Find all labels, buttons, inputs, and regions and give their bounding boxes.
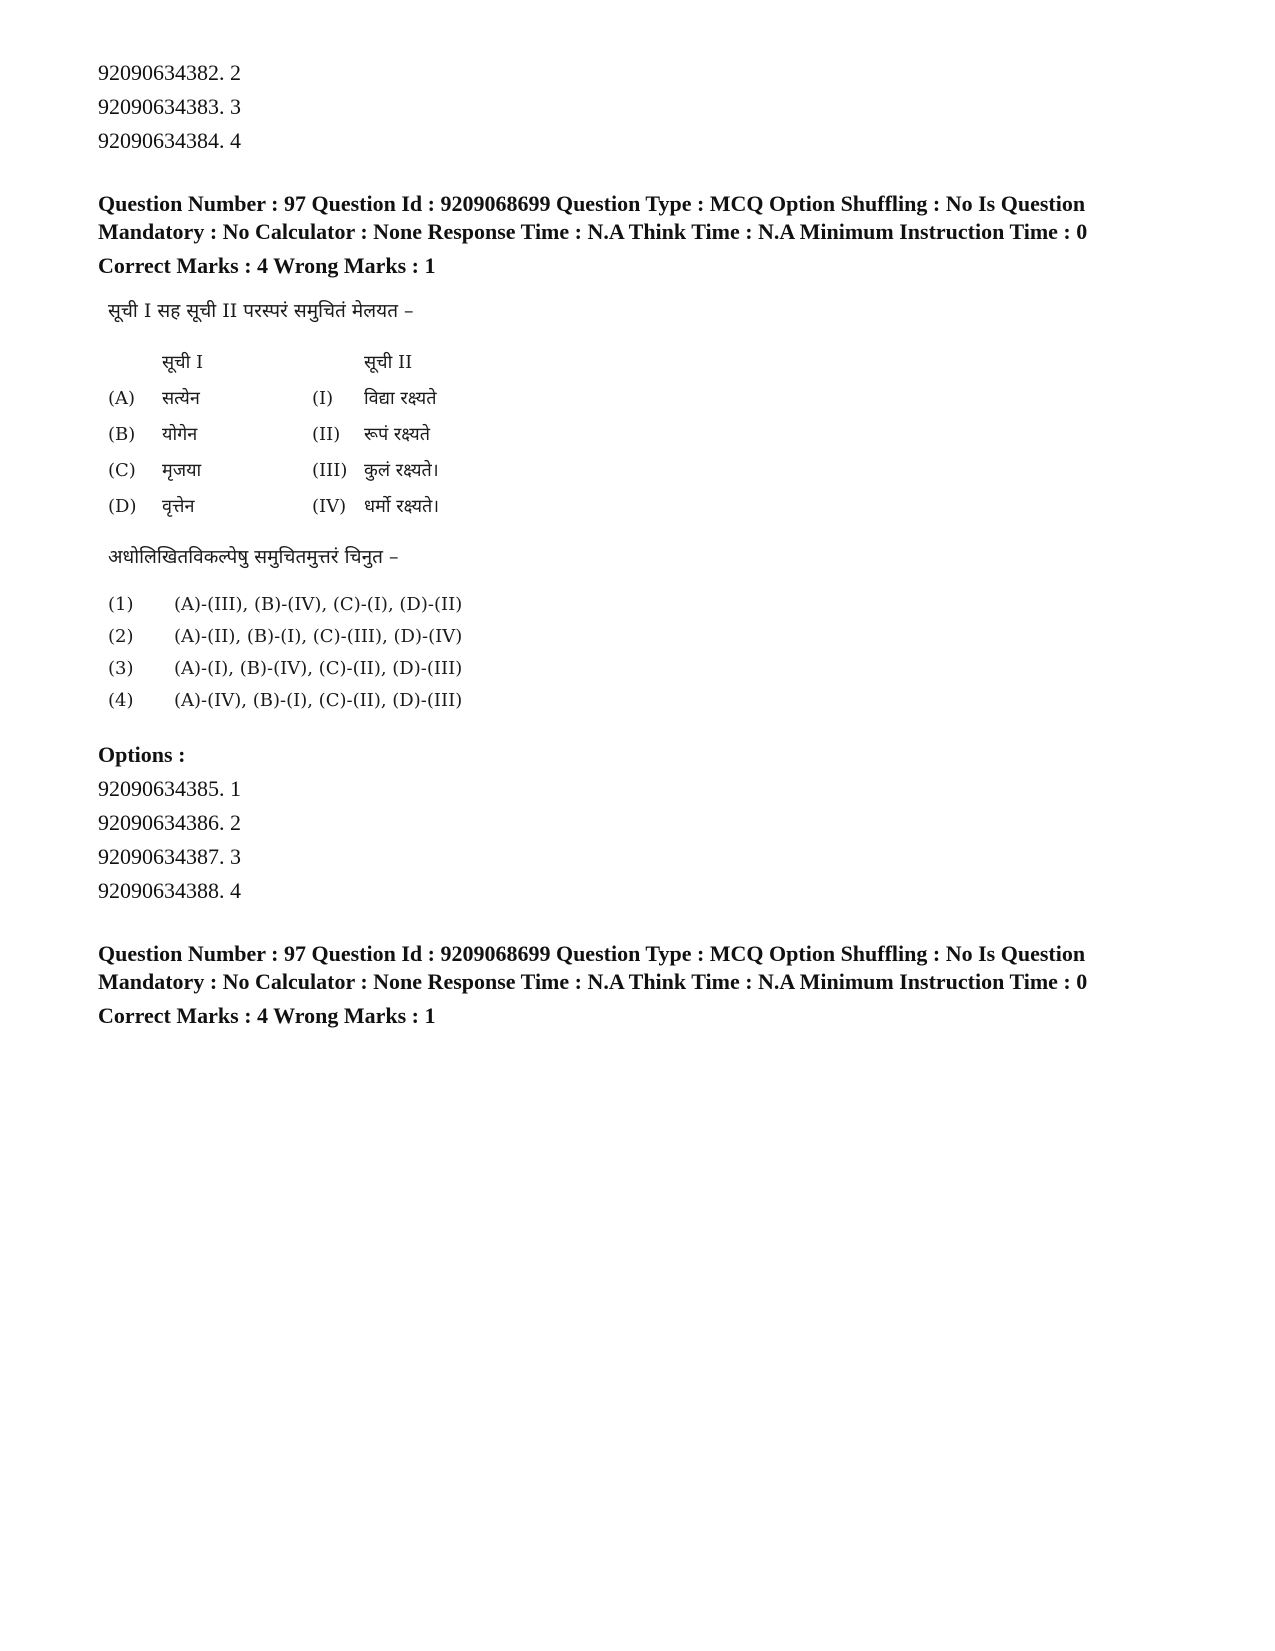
option-line: 92090634385. 1 xyxy=(98,776,241,801)
list2-item: विद्या रक्ष्यते xyxy=(364,388,437,409)
question-marks: Correct Marks : 4 Wrong Marks : 1 xyxy=(98,1003,436,1028)
match-instruction: सूची I सह सूची II परस्परं समुचितं मेलयत – xyxy=(108,300,414,322)
option-line: 92090634386. 2 xyxy=(98,810,241,835)
option-line: 92090634388. 4 xyxy=(98,878,241,903)
match-row xyxy=(108,488,439,524)
list2-item: कुलं रक्ष्यते। xyxy=(364,460,439,481)
list1-item: योगेन xyxy=(162,424,198,445)
list2-label: (III) xyxy=(312,459,348,481)
choose-instruction: अधोलिखितविकल्पेषु समुचितमुत्तरं चिनुत – xyxy=(108,546,399,568)
question-meta: Question Number : 97 Question Id : 9209068699 Question Type : MCQ Option Shuffling : No Is Question Mandatory : No Calculator : None Response Time : N.A Think Time : N.A Minimum Instruction Time : 0 xyxy=(98,941,1088,994)
question-block xyxy=(98,190,1158,908)
next-question-block xyxy=(98,940,1158,1030)
option-line: 92090634384. 4 xyxy=(98,128,241,153)
question-meta: Question Number : 97 Question Id : 9209068699 Question Type : MCQ Option Shuffling : No Is Question Mandatory : No Calculator : None Response Time : N.A Think Time : N.A Minimum Instruction Time : 0 xyxy=(98,191,1088,244)
list1-header: सूची I xyxy=(162,352,204,373)
choice-text: (A)-(I), (B)-(IV), (C)-(II), (D)-(III) xyxy=(174,657,463,679)
option-line: 92090634382. 2 xyxy=(98,60,241,85)
option-line: 92090634387. 3 xyxy=(98,844,241,869)
option-line: 92090634383. 3 xyxy=(98,94,241,119)
answer-choices xyxy=(108,588,462,716)
choice-text: (A)-(IV), (B)-(I), (C)-(II), (D)-(III) xyxy=(174,689,463,711)
choice-text: (A)-(III), (B)-(IV), (C)-(I), (D)-(II) xyxy=(174,593,463,615)
list2-label: (I) xyxy=(312,387,334,409)
list2-header: सूची II xyxy=(364,352,413,373)
document-page xyxy=(98,56,1158,1030)
match-row xyxy=(108,452,439,488)
match-table xyxy=(108,344,439,524)
answer-choice xyxy=(108,652,462,684)
list1-label: (B) xyxy=(108,423,136,445)
answer-choice xyxy=(108,620,462,652)
answer-choice xyxy=(108,588,462,620)
list2-item: धर्मो रक्ष्यते। xyxy=(364,496,440,517)
choice-number: (2) xyxy=(108,625,134,647)
answer-choice xyxy=(108,684,462,716)
match-row xyxy=(108,416,439,452)
choice-number: (4) xyxy=(108,689,134,711)
question-marks: Correct Marks : 4 Wrong Marks : 1 xyxy=(98,253,436,278)
choice-number: (1) xyxy=(108,593,134,615)
list2-label: (IV) xyxy=(312,495,347,517)
list1-item: मृजया xyxy=(162,460,202,481)
list2-label: (II) xyxy=(312,423,341,445)
list1-label: (C) xyxy=(108,459,136,481)
match-row xyxy=(108,380,439,416)
list1-item: सत्येन xyxy=(162,388,200,409)
question-image xyxy=(108,298,1158,716)
match-header-row xyxy=(108,344,439,380)
list2-item: रूपं रक्ष्यते xyxy=(364,424,431,445)
list1-label: (A) xyxy=(108,387,136,409)
list1-label: (D) xyxy=(108,495,137,517)
choice-text: (A)-(II), (B)-(I), (C)-(III), (D)-(IV) xyxy=(174,625,463,647)
list1-item: वृत्तेन xyxy=(162,496,195,517)
choice-number: (3) xyxy=(108,657,134,679)
previous-options xyxy=(98,56,1158,158)
options-heading: Options : xyxy=(98,742,186,767)
